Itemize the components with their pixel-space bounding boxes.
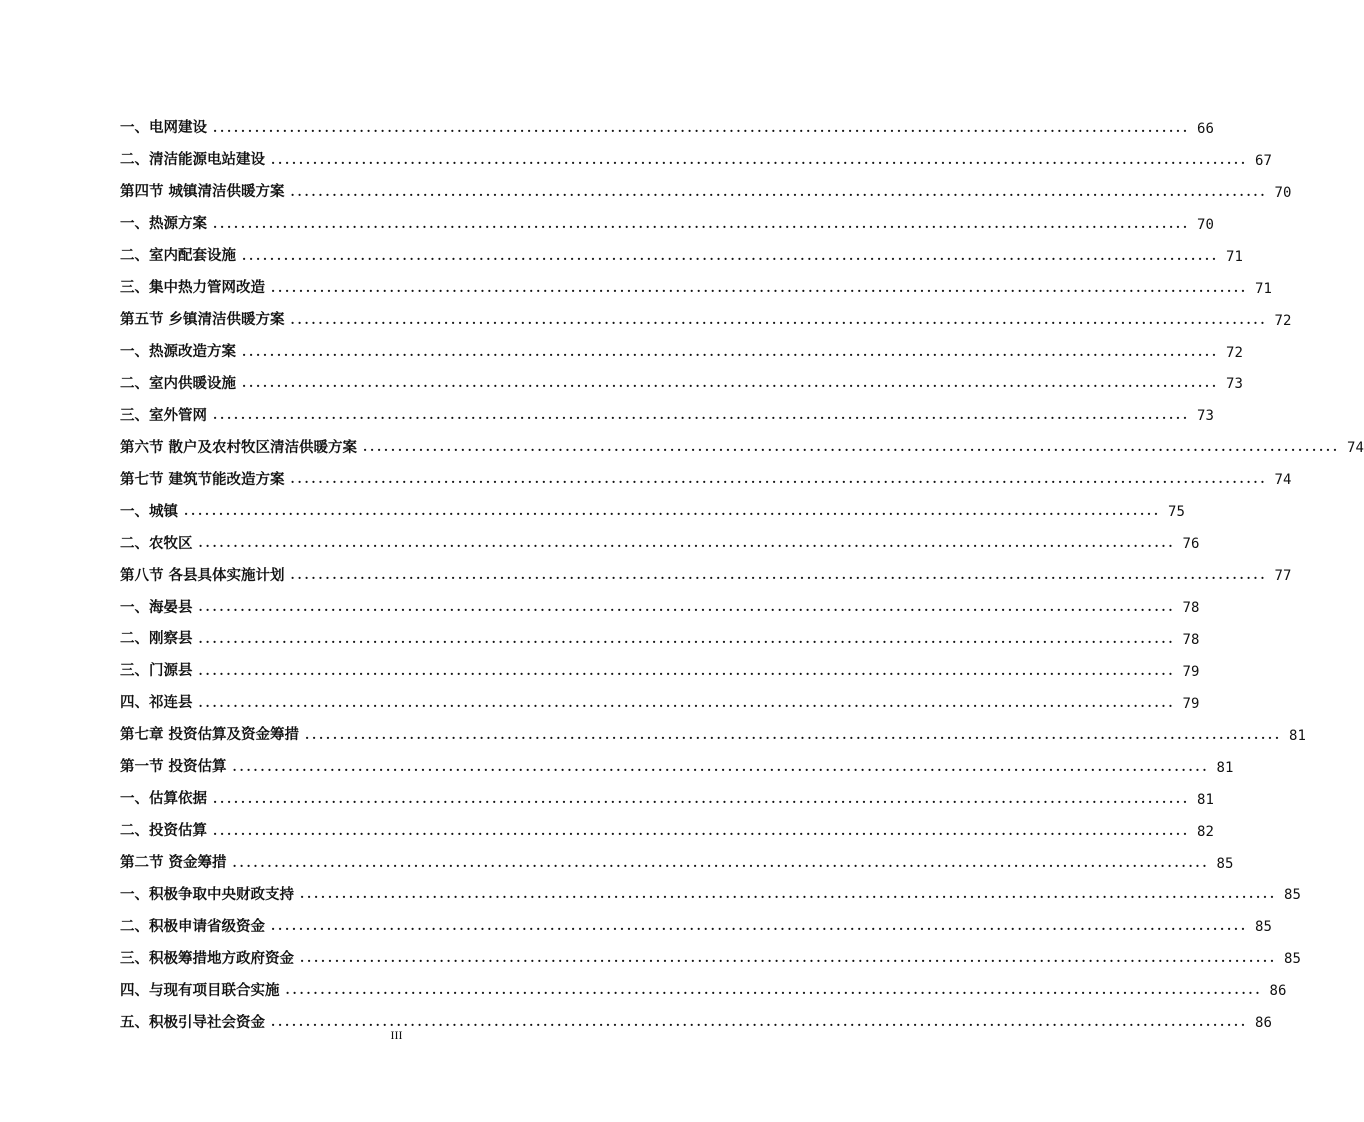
table-of-contents — [120, 104, 1364, 1032]
toc-entry-page-number: 79 — [1182, 695, 1200, 712]
toc-entry-marker: 二、 — [120, 917, 149, 935]
toc-entry-page-number: 75 — [1168, 504, 1185, 521]
toc-entry-title: 积极筹措地方政府资金 — [149, 949, 294, 967]
toc-entry-page-number: 67 — [1255, 152, 1272, 169]
toc-entry-page-number: 77 — [1274, 568, 1292, 585]
dot-leader: ............................................................................................................................................ — [184, 504, 1161, 519]
dot-leader: ............................................................................................................................................ — [271, 280, 1248, 295]
toc-entry-marker: 一、 — [120, 215, 149, 233]
toc-entry-marker: 五、 — [120, 1013, 149, 1031]
toc-entry[interactable] — [120, 136, 1272, 169]
dot-leader: ............................................................................................................................................ — [232, 759, 1210, 774]
dot-leader: ............................................................................................................................................ — [363, 440, 1340, 455]
toc-entry-marker: 一、 — [120, 885, 149, 903]
toc-entry-page-number: 81 — [1289, 727, 1306, 744]
toc-entry-page-number: 71 — [1226, 248, 1243, 265]
toc-entry[interactable] — [120, 775, 1214, 808]
toc-entry-title: 室内配套设施 — [149, 247, 236, 265]
dot-leader: ............................................................................................................................................ — [242, 344, 1219, 359]
toc-entry-title: 投资估算 — [149, 822, 207, 840]
toc-entry[interactable] — [120, 391, 1214, 425]
toc-entry[interactable] — [120, 807, 1214, 840]
toc-entry-page-number: 66 — [1197, 120, 1214, 137]
toc-entry-marker: 第一节 — [120, 758, 164, 776]
toc-entry-page-number: 81 — [1197, 791, 1214, 808]
toc-entry-marker: 三、 — [120, 406, 149, 424]
toc-entry-page-number: 85 — [1216, 855, 1234, 872]
toc-entry-title: 农牧区 — [149, 534, 193, 552]
toc-entry-page-number: 70 — [1197, 216, 1214, 233]
toc-entry[interactable] — [120, 360, 1243, 393]
toc-entry-title: 各县具体实施计划 — [168, 566, 285, 584]
toc-entry[interactable] — [120, 647, 1200, 680]
dot-leader: ............................................................................................................................................ — [290, 184, 1268, 199]
toc-entry-marker: 一、 — [120, 790, 149, 808]
dot-leader: ............................................................................................................................................ — [213, 216, 1190, 231]
toc-entry[interactable] — [120, 455, 1292, 489]
toc-entry[interactable] — [120, 711, 1306, 744]
toc-entry-page-number: 76 — [1182, 536, 1200, 553]
toc-entry-marker: 二、 — [120, 151, 149, 169]
toc-entry-page-number: 72 — [1274, 312, 1292, 329]
toc-entry-title: 集中热力管网改造 — [149, 279, 265, 297]
toc-entry-page-number: 79 — [1182, 663, 1200, 680]
dot-leader: ............................................................................................................................................ — [271, 152, 1248, 167]
page-number: III — [390, 1028, 403, 1042]
toc-entry-title: 祁连县 — [149, 694, 193, 712]
toc-entry[interactable] — [120, 551, 1292, 585]
toc-entry-marker: 二、 — [120, 822, 149, 840]
toc-entry-marker: 三、 — [120, 279, 149, 297]
toc-entry-marker: 二、 — [120, 374, 149, 392]
dot-leader: ............................................................................................................................................ — [213, 408, 1190, 423]
toc-entry-title: 门源县 — [149, 662, 193, 680]
toc-entry-marker: 第五节 — [120, 311, 164, 329]
toc-entry-marker: 第七章 — [120, 726, 164, 744]
toc-entry-page-number: 86 — [1255, 1015, 1272, 1032]
toc-entry-title: 估算依据 — [149, 790, 207, 808]
toc-entry-title: 室内供暖设施 — [149, 374, 236, 392]
dot-leader: ............................................................................................................................................ — [198, 600, 1176, 614]
toc-entry[interactable] — [120, 583, 1200, 616]
toc-entry[interactable] — [120, 423, 1364, 457]
toc-entry[interactable] — [120, 487, 1185, 521]
toc-entry-marker: 第四节 — [120, 183, 164, 201]
toc-entry-title: 刚察县 — [149, 630, 193, 648]
toc-entry-title: 海晏县 — [149, 598, 193, 616]
toc-entry[interactable] — [120, 200, 1214, 233]
toc-entry-page-number: 78 — [1182, 600, 1200, 616]
toc-entry-marker: 三、 — [120, 949, 149, 967]
dot-leader: ............................................................................................................................................ — [242, 248, 1219, 263]
dot-leader: ............................................................................................................................................ — [300, 887, 1277, 902]
dot-leader: ............................................................................................................................................ — [271, 1015, 1248, 1030]
dot-leader: ............................................................................................................................................ — [290, 472, 1268, 487]
toc-entry-marker: 二、 — [120, 534, 149, 552]
toc-entry-title: 热源方案 — [149, 215, 207, 233]
toc-entry-title: 投资估算 — [168, 758, 227, 776]
dot-leader: ............................................................................................................................................ — [213, 120, 1190, 135]
toc-entry-title: 城镇 — [149, 502, 178, 520]
dot-leader: ............................................................................................................................................ — [213, 791, 1190, 806]
toc-entry-title: 乡镇清洁供暖方案 — [168, 311, 285, 329]
toc-entry[interactable] — [120, 168, 1292, 201]
toc-entry-marker: 三、 — [120, 662, 149, 680]
toc-entry[interactable] — [120, 839, 1234, 872]
dot-leader: ............................................................................................................................................ — [290, 312, 1268, 327]
dot-leader: ............................................................................................................................................ — [213, 823, 1190, 838]
toc-entry-title: 室外管网 — [149, 406, 207, 424]
toc-entry-page-number: 85 — [1255, 919, 1272, 936]
toc-entry-title: 积极争取中央财政支持 — [149, 885, 294, 903]
toc-entry-page-number: 86 — [1269, 983, 1287, 1000]
dot-leader: ............................................................................................................................................ — [198, 631, 1176, 646]
toc-entry[interactable] — [120, 871, 1301, 904]
toc-entry-marker: 第七节 — [120, 470, 164, 488]
toc-entry-marker: 四、 — [120, 694, 149, 712]
toc-entry-page-number: 71 — [1255, 280, 1272, 297]
toc-entry-marker: 第六节 — [120, 438, 164, 456]
toc-entry-page-number: 78 — [1182, 631, 1200, 648]
toc-entry[interactable] — [120, 966, 1287, 1000]
dot-leader: ............................................................................................................................................ — [198, 695, 1176, 710]
toc-entry[interactable] — [120, 998, 1272, 1032]
toc-entry-title: 清洁能源电站建设 — [149, 151, 265, 169]
toc-entry-page-number: 73 — [1226, 376, 1243, 393]
toc-entry-title: 城镇清洁供暖方案 — [168, 183, 285, 201]
toc-entry-marker: 二、 — [120, 630, 149, 648]
toc-entry[interactable] — [120, 296, 1292, 329]
dot-leader: ............................................................................................................................................ — [305, 727, 1282, 742]
toc-entry-marker: 一、 — [120, 502, 149, 520]
toc-entry-page-number: 85 — [1284, 887, 1301, 904]
dot-leader: ............................................................................................................................................ — [242, 376, 1219, 391]
toc-entry-page-number: 74 — [1274, 472, 1292, 489]
toc-entry[interactable] — [120, 902, 1272, 936]
toc-entry-page-number: 82 — [1197, 823, 1214, 840]
toc-entry-title: 投资估算及资金筹措 — [168, 726, 299, 744]
toc-entry-page-number: 85 — [1284, 951, 1301, 968]
toc-entry-page-number: 73 — [1197, 408, 1214, 425]
toc-entry[interactable] — [120, 743, 1234, 776]
toc-entry[interactable] — [120, 328, 1243, 361]
toc-entry[interactable] — [120, 104, 1214, 137]
toc-entry[interactable] — [120, 934, 1301, 968]
dot-leader: ............................................................................................................................................ — [232, 855, 1210, 870]
toc-entry-title: 积极引导社会资金 — [149, 1013, 265, 1031]
toc-entry-page-number: 81 — [1216, 759, 1234, 776]
toc-entry-marker: 一、 — [120, 598, 149, 616]
toc-entry-title: 与现有项目联合实施 — [149, 981, 280, 999]
toc-entry-marker: 第二节 — [120, 854, 164, 871]
toc-entry-marker: 四、 — [120, 981, 149, 999]
toc-entry-marker: 第八节 — [120, 566, 164, 584]
toc-entry-title: 散户及农村牧区清洁供暖方案 — [168, 438, 357, 456]
dot-leader: ............................................................................................................................................ — [198, 536, 1176, 551]
toc-entry[interactable] — [120, 264, 1272, 297]
dot-leader: ............................................................................................................................................ — [285, 983, 1263, 998]
toc-entry[interactable] — [120, 615, 1200, 648]
toc-entry-title: 积极申请省级资金 — [149, 917, 265, 935]
dot-leader: ............................................................................................................................................ — [271, 919, 1248, 934]
toc-entry[interactable] — [120, 519, 1200, 553]
dot-leader: ............................................................................................................................................ — [290, 568, 1268, 583]
toc-entry-marker: 一、 — [120, 343, 149, 360]
toc-entry-title: 资金筹措 — [168, 854, 227, 871]
dot-leader: ............................................................................................................................................ — [300, 951, 1277, 966]
toc-entry-title: 建筑节能改造方案 — [168, 470, 285, 488]
toc-entry-page-number: 72 — [1226, 344, 1243, 361]
toc-entry-marker: 一、 — [120, 119, 149, 137]
toc-entry[interactable] — [120, 232, 1243, 265]
toc-entry-title: 热源改造方案 — [149, 343, 236, 360]
toc-entry[interactable] — [120, 679, 1200, 712]
toc-entry-page-number: 70 — [1274, 184, 1292, 201]
dot-leader: ............................................................................................................................................ — [198, 663, 1176, 678]
toc-entry-title: 电网建设 — [149, 119, 207, 137]
toc-entry-page-number: 74 — [1347, 440, 1364, 457]
toc-entry-marker: 二、 — [120, 247, 149, 265]
